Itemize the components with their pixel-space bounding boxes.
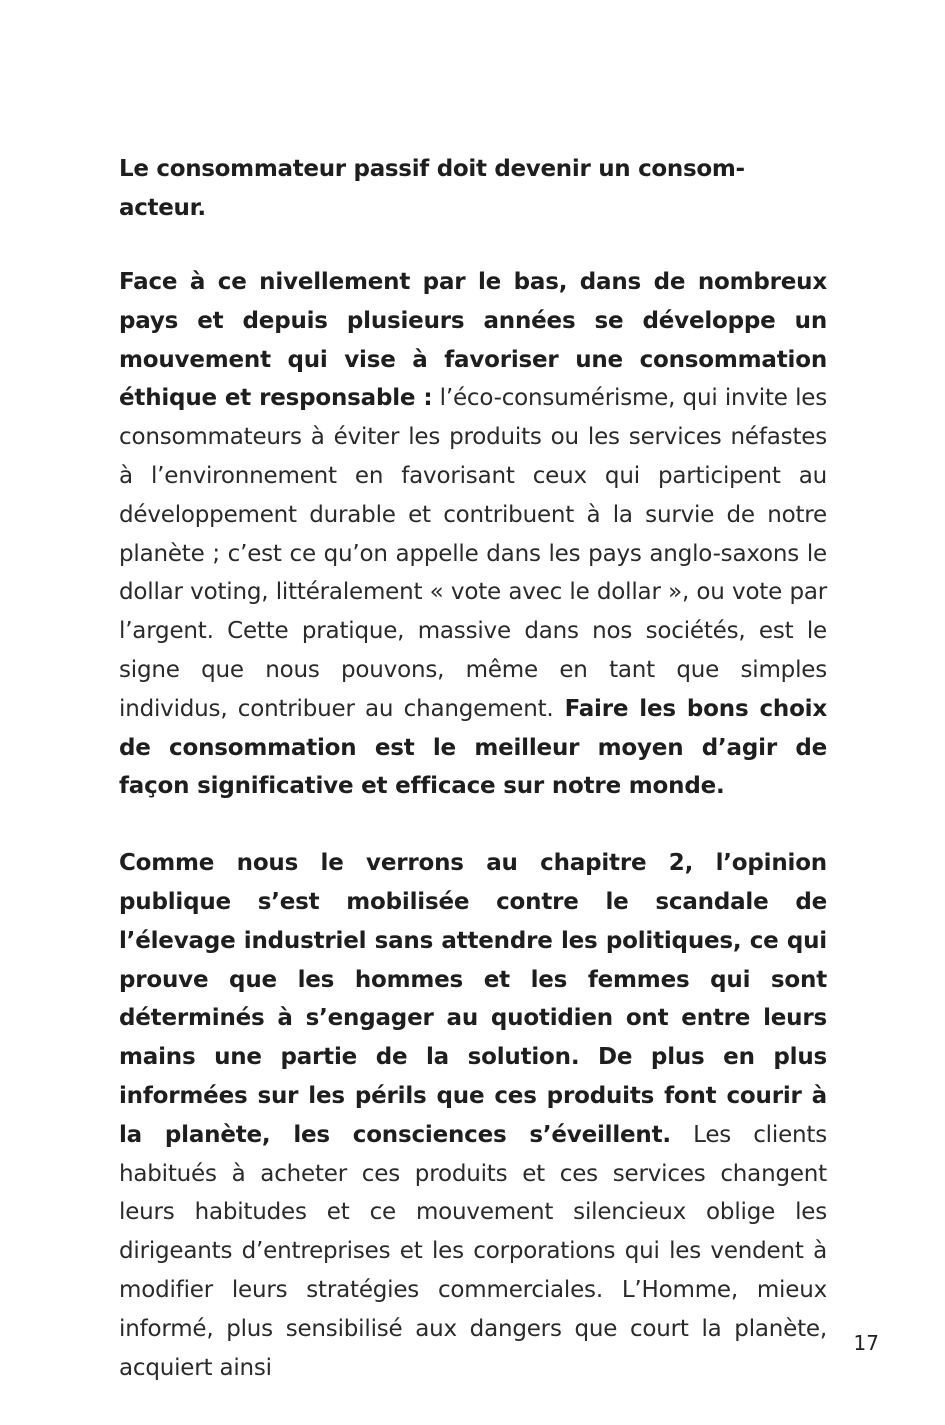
paragraph-1-bold-conclusion: Faire les bons choix de consommation est le meilleur moyen d’agir de façon significative et efficace sur notre monde.	[119, 695, 827, 800]
page-number: 17	[853, 1331, 879, 1355]
section-heading: Le consommateur passif doit devenir un consom-acteur.	[119, 156, 745, 221]
paragraph-2-bold-intro: Comme nous le verrons au chapitre 2, l’opinion publique s’est mobilisée contre le scandale de l’élevage industriel sans attendre les politiques, ce qui prouve que les hommes et les femmes qui sont déterminés à s’engager au quotidien ont entre leurs mains une partie de la solution. De plus en plus informées sur les périls que ces produits font courir à la planète, les consciences s’éveillent.	[119, 850, 827, 1148]
paragraph-2-body: Les clients habitués à acheter ces produits et ces services changent leurs habitudes et ce mouvement silencieux oblige les dirigeants d’entreprises et les corporations qui les vendent à modifier leurs stratégies commerciales. L’Homme, mieux informé, plus sensibilisé aux dangers que court la planète, acquiert ainsi	[119, 1121, 827, 1381]
page-content	[119, 150, 827, 1425]
paragraph-1	[119, 263, 827, 806]
paragraph-1-bold-intro: Face à ce nivellement par le bas, dans de nombreux pays et depuis plusieurs années se développe un mouvement qui vise à favoriser une consommation éthique et responsable :	[119, 269, 827, 412]
paragraph-2	[119, 844, 827, 1387]
paragraph-1-body: l’éco-consumérisme, qui invite les consommateurs à éviter les produits ou les services néfastes à l’environnement en favorisant ceux qui participent au développement durable et contribuent à la survie de notre planète ; c’est ce qu’on appelle dans les pays anglo-saxons le dollar voting, littéralement « vote avec le dollar », ou vote par l’argent. Cette pratique, massive dans nos sociétés, est le signe que nous pouvons, même en tant que simples individus, contribuer au changement.	[119, 385, 827, 722]
